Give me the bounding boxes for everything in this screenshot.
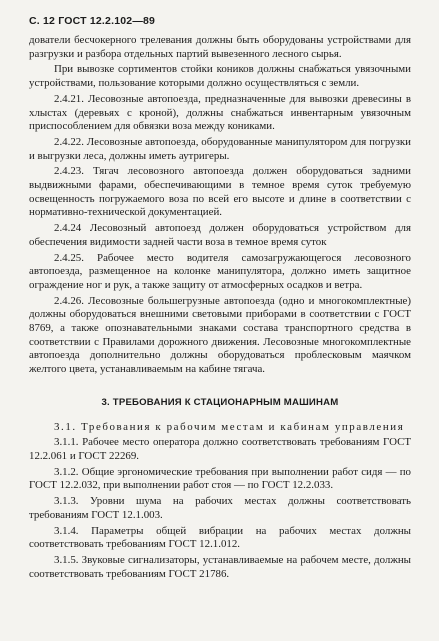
paragraph: 2.4.25. Рабочее место водителя самозагружающегося лесовозного автопоезда, размещенное на колонке манипулятора, должно иметь защитное ограждение ног и рук, а также защиту от атмосферных осадков и ветра. (29, 251, 411, 291)
paragraph: 3.1.1. Рабочее место оператора должно соответствовать требованиям ГОСТ 12.2.061 и ГОСТ 22269. (29, 436, 411, 462)
paragraph: При вывозке сортиментов стойки коников должны снабжаться увязочными устройствами, пользование которыми должно осуществляться с земли. (29, 63, 411, 90)
paragraph: 3.1. Требования к рабочим местам и кабинам управления (54, 420, 405, 433)
document-body (29, 34, 411, 583)
paragraph: 3.1.2. Общие эргономические требования при выполнении работ сидя — по ГОСТ 12.2.032, при выполнении работ стоя — по ГОСТ 12.2.033. (29, 465, 411, 492)
paragraph: 2.4.21. Лесовозные автопоезда, предназначенные для вывозки древесины в хлыстах (деревьях с кроной), должны снабжаться инвентарным увязочным приспособлением для обвязки воза между кониками. (29, 92, 411, 133)
paragraphs-block-section-3 (29, 421, 411, 582)
paragraph: 2.4.22. Лесовозные автопоезда, оборудованные манипулятором для погрузки и выгрузки леса, должны иметь аутригеры. (29, 135, 411, 162)
paragraph: 2.4.23. Тягач лесовозного автопоезда должен оборудоваться задними выдвижными фарами, обеспечивающими в темное время суток требуемую освещенность погружаемого воза по всей его высоте и длине в соответствии с нормативно-технической документацией. (29, 165, 411, 219)
paragraph: 2.4.24 Лесовозный автопоезд должен оборудоваться устройством для обеспечения видимости задней части воза в темное время суток (29, 222, 411, 248)
paragraph: 2.4.26. Лесовозные большегрузные автопоезда (одно и многокомплектные) должны оборудоваться внешними световыми приборами в соответствии с ГОСТ 8769, а также опознавательными знаками состава транспортного средства в соответствии с Правилами дорожного движения. Лесовозные многокомплектные автопоезда дополнительно должны оборудоваться проблесковым маячком желтого цвета, устанавливаемым на кабине тягача. (29, 294, 411, 376)
paragraph: 3.1.4. Параметры общей вибрации на рабочих местах должны соответствовать требованиям ГОСТ 12.1.012. (29, 524, 411, 551)
page-header: С. 12 ГОСТ 12.2.102—89 (29, 15, 156, 27)
section-heading: 3. ТРЕБОВАНИЯ К СТАЦИОНАРНЫМ МАШИНАМ (101, 396, 339, 408)
paragraph: дователи бесчокерного трелевания должны быть оборудованы устройствами для разгрузки и разбора отдельных партий вывезенного лесного сырья. (29, 34, 411, 60)
paragraph: 3.1.3. Уровни шума на рабочих местах должны соответствовать требованиям ГОСТ 12.1.003. (29, 495, 411, 521)
paragraphs-block (29, 34, 411, 377)
paragraph: 3.1.5. Звуковые сигнализаторы, устанавливаемые на рабочем месте, должны соответствовать требованиям ГОСТ 21786. (29, 553, 411, 580)
